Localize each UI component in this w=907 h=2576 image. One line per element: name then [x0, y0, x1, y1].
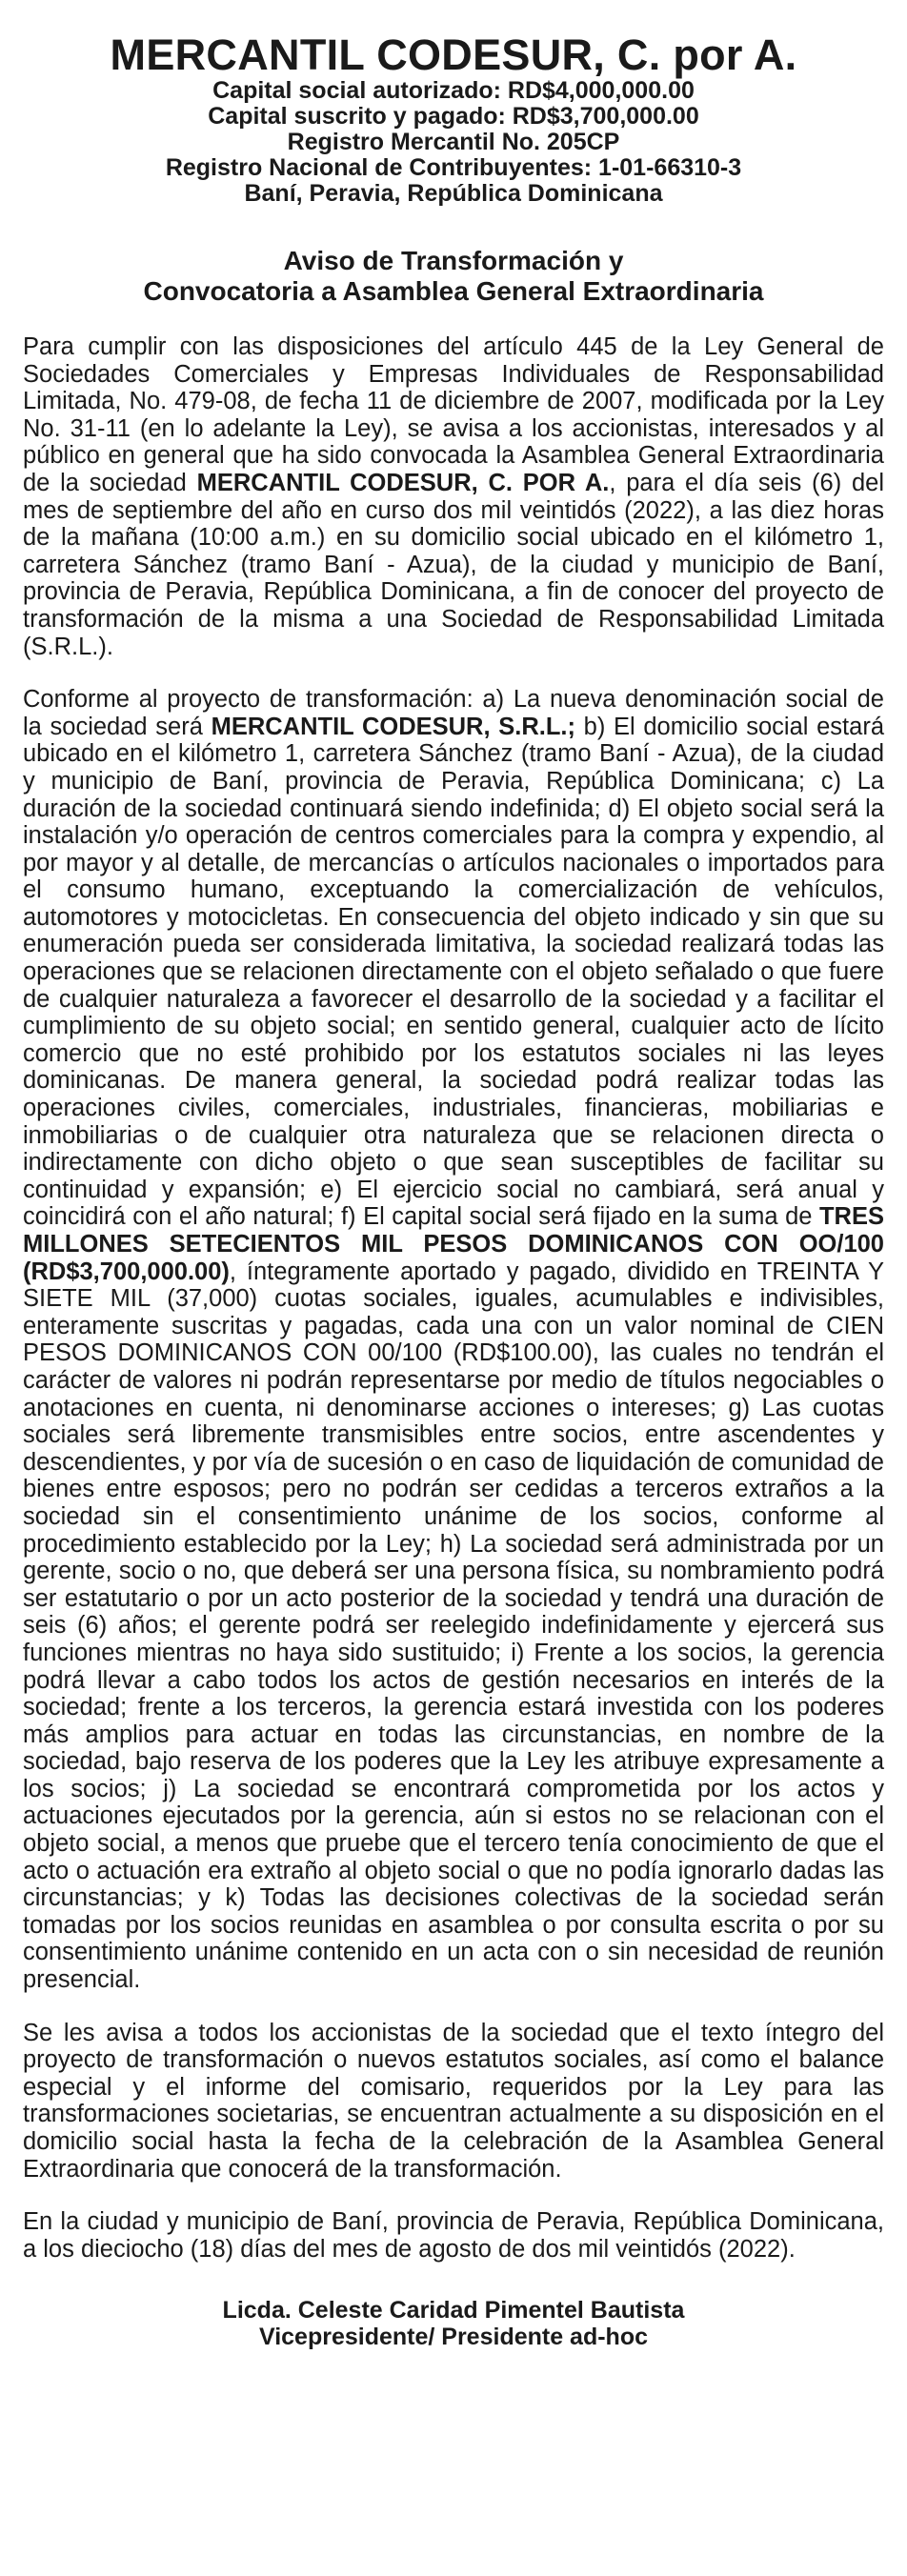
paragraph-place-date: En la ciudad y municipio de Baní, provincia de Peravia, República Dominicana, a los dieciocho (18) días del mes de agosto de dos mil veintidós (2022). [23, 2208, 884, 2263]
notice-body [23, 333, 884, 2263]
capital-subscribed: Capital suscrito y pagado: RD$3,700,000.00 [208, 103, 699, 130]
capital-amount-bold: TRES MILLONES SETECIENTOS MIL PESOS DOMINICANOS CON OO/100 (RD$3,700,000.00) [23, 1203, 884, 1285]
notice-title [23, 246, 884, 307]
paragraph-text: Para cumplir con las disposiciones del artículo 445 de la Ley General de Sociedades Comerciales y Empresas Individuales de Responsabilidad Limitada, No. 479-08, de fecha 11 de diciembre de 2007, modificada por la Ley No. 31-11 (en lo adelante la Ley), se avisa a los accionistas, interesados y al público en general que ha sido convocada la Asamblea General Extraordinaria de la sociedad [23, 333, 884, 496]
mercantile-registry: Registro Mercantil No. 205CP [287, 129, 620, 155]
paragraph-transformation-project [23, 686, 884, 1994]
signature-block [23, 2297, 884, 2350]
company-name-bold: MERCANTIL CODESUR, C. POR A. [196, 469, 610, 496]
signatory-role: Vicepresidente/ Presidente ad-hoc [258, 2324, 649, 2351]
company-header [23, 32, 884, 207]
signatory-name: Licda. Celeste Caridad Pimentel Bautista [222, 2297, 685, 2324]
capital-authorized: Capital social autorizado: RD$4,000,000.00 [212, 77, 695, 104]
paragraph-text: b) El domicilio social estará ubicado en el kilómetro 1, carretera Sánchez (tramo Baní - Azua), de la ciudad y municipio de Baní, provincia de Peravia, República Dominicana; c) La duración de la sociedad continuará siendo indefinida; d) El objeto social será la instalación y/o operación de centros comerciales para la compra y expendio, al por mayor y al detalle, de mercancías o artículos nacionales o importados para el consumo humano, exceptuando la comercialización de vehículos, automotores y motocicletas. En consecuencia del objeto indicado y sin que su enumeración pueda ser considerada limitativa, la sociedad realizará todas las operaciones que se relacionen directamente con el objeto señalado o que fuere de cualquier naturaleza a favorecer el desarrollo de la sociedad y a facilitar el cumplimiento de su objeto social; en sentido general, cualquier acto de lícito comercio que no esté prohibido por los estatutos sociales ni las leyes dominicanas. De manera general, la sociedad podrá realizar todas las operaciones civiles, comerciales, industriales, financieras, mobiliarias e inmobiliarias o de cualquier otra naturaleza que se relacionen directa o indirectamente con dicho objeto o que sean susceptibles de facilitar su continuidad y expansión; e) El ejercicio social no cambiará, será anual y coincidirá con el año natural; f) El capital social será fijado en la suma de [23, 713, 884, 1231]
new-company-name-bold: MERCANTIL CODESUR, S.R.L.; [211, 713, 575, 740]
notice-title-line-2: Convocatoria a Asamblea General Extraordinaria [143, 276, 764, 306]
taxpayer-registry: Registro Nacional de Contribuyentes: 1-01-66310-3 [165, 154, 742, 181]
notice-title-line-1: Aviso de Transformación y [283, 246, 624, 275]
company-location: Baní, Peravia, República Dominicana [244, 180, 663, 207]
paragraph-text: , para el día seis (6) del mes de septiembre del año en curso dos mil veintidós (2022), a las diez horas de la mañana (10:00 a.m.) en su domicilio social ubicado en el kilómetro 1, carretera Sánchez (tramo Baní - Azua), de la ciudad y municipio de Baní, provincia de Peravia, República Dominicana, a fin de conocer del proyecto de transformación de la misma a una Sociedad de Responsabilidad Limitada (S.R.L.). [23, 469, 885, 660]
company-name: MERCANTIL CODESUR, C. por A. [110, 30, 797, 79]
paragraph-documents-available: Se les avisa a todos los accionistas de la sociedad que el texto íntegro del proyecto de transformación o nuevos estatutos sociales, así como el balance especial y el informe del comisario, requeridos por la Ley para las transformaciones societarias, se encuentran actualmente a su disposición en el domicilio social hasta la fecha de la celebración de la Asamblea General Extraordinaria que conocerá de la transformación. [23, 2019, 884, 2183]
paragraph-text: , íntegramente aportado y pagado, dividido en TREINTA Y SIETE MIL (37,000) cuotas sociales, iguales, acumulables e indivisibles, enteramente suscritas y pagadas, cada una con un valor nominal de CIEN PESOS DOMINICANOS CON 00/100 (RD$100.00), las cuales no tendrán el carácter de valores ni podrán representarse por medio de títulos negociables o anotaciones en cuenta, ni denominarse acciones o intereses; g) Las cuotas sociales será libremente transmisibles entre socios, entre ascendentes y descendientes, y por vía de sucesión o en caso de liquidación de comunidad de bienes entre esposos; pero no podrán ser cedidas a terceros extraños a la sociedad sin el consentimiento unánime de los socios, conforme al procedimiento establecido por la Ley; h) La sociedad será administrada por un gerente, socio o no, que deberá ser una persona física, su nombramiento podrá ser estatutario o por un acto posterior de la sociedad y tendrá una duración de seis (6) años; el gerente podrá ser reelegido indefinidamente y ejercerá sus funciones mientras no haya sido sustituido; i) Frente a los socios, la gerencia podrá llevar a cabo todos los actos de gestión necesarios en interés de la sociedad; frente a los terceros, la gerencia estará investida con los poderes más amplios para actuar en todas las circunstancias, en nombre de la sociedad, bajo reserva de los poderes que la Ley les atribuye expresamente a los socios; j) La sociedad se encontrará comprometida por los actos y actuaciones ejecutados por la gerencia, aún si estos no se relacionan con el objeto social, a menos que pruebe que el tercero tenía conocimiento de que el acto o actuación era extraño al objeto social o que no podía ignorarlo dadas las circunstancias; y k) Todas las decisiones colectivas de la sociedad serán tomadas por los socios reunidas en asamblea o por consulta escrita o por su consentimiento unánime contenido en un acta con o sin necesidad de reunión presencial. [23, 1258, 884, 1994]
paragraph-convocation [23, 333, 884, 660]
paragraph-text: Conforme al proyecto de transformación: a) La nueva denominación social de la sociedad será [23, 686, 884, 740]
